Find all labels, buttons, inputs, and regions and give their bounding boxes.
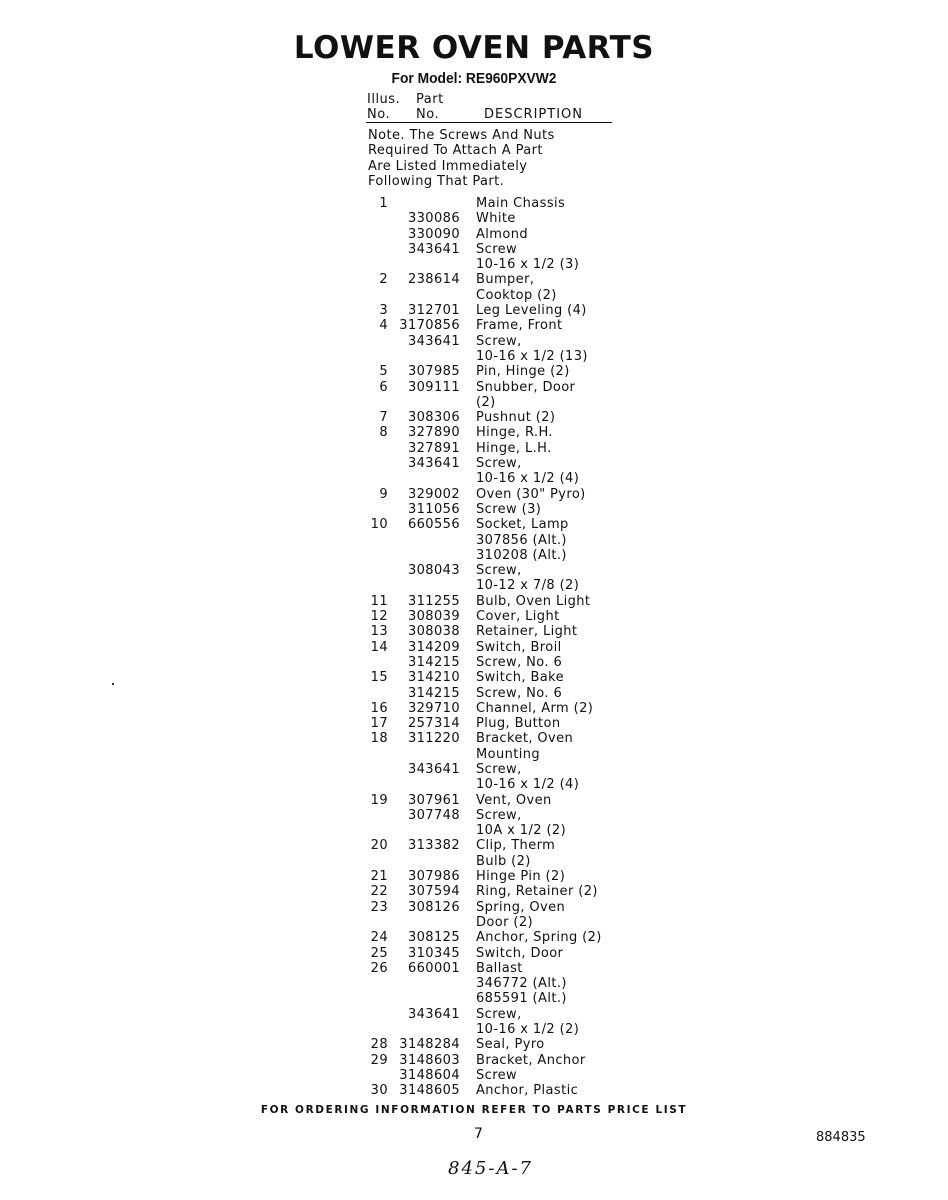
parts-list [0,196,948,1099]
parts-row [0,502,948,517]
part-description: (2) [476,394,496,410]
parts-row [0,731,948,746]
part-description: 10-16 x 1/2 (3) [476,257,580,273]
parts-row [0,670,948,685]
part-description: Mounting [476,746,541,762]
illus-number: 24 [370,930,388,946]
parts-row [0,517,948,532]
parts-row [0,930,948,945]
part-description: Snubber, Door [476,379,576,395]
note-line: Note. The Screws And Nuts [368,128,555,143]
parts-row [0,1083,948,1098]
parts-row [0,548,948,563]
illus-number: 5 [379,364,388,380]
part-description: Ring, Retainer (2) [476,884,598,900]
part-number: 307985 [407,364,460,380]
parts-row [0,349,948,364]
parts-row [0,655,948,670]
illus-number: 13 [370,624,388,640]
part-description: Switch, Door [476,945,564,961]
part-number: 327890 [407,425,460,441]
part-number: 311220 [407,731,460,747]
part-description: Screw (3) [476,501,542,517]
part-number: 314215 [407,685,460,701]
illus-number: 6 [379,379,388,395]
part-number: 3148284 [399,1037,460,1053]
part-number: 329710 [407,700,460,716]
part-description: Leg Leveling (4) [476,303,587,319]
part-number: 330086 [407,211,460,227]
parts-row [0,946,948,961]
part-number: 314215 [407,654,460,670]
part-number: 343641 [407,241,460,257]
part-description: Screw, No. 6 [476,654,563,670]
part-number: 660001 [407,960,460,976]
part-number: 308306 [407,410,460,426]
parts-row [0,441,948,456]
part-description: Bracket, Anchor [476,1052,586,1068]
parts-row [0,1022,948,1037]
parts-row [0,227,948,242]
part-number: 257314 [407,716,460,732]
illus-number: 20 [370,838,388,854]
part-number: 307594 [407,884,460,900]
part-description: Screw, [476,761,522,777]
parts-row [0,1068,948,1083]
speck-mark [112,683,114,685]
part-description: Main Chassis [476,196,566,211]
part-description: 10A x 1/2 (2) [476,823,567,839]
part-description: Oven (30" Pyro) [476,486,586,502]
header-part-top: Part [416,92,444,107]
part-description: Bumper, [476,272,535,288]
illus-number: 1 [379,196,388,211]
part-description: Screw, [476,563,522,579]
parts-row [0,395,948,410]
parts-row [0,609,948,624]
parts-row [0,838,948,853]
part-description: White [476,211,516,227]
part-description: Socket, Lamp [476,517,569,533]
part-description: Bulb, Oven Light [476,593,591,609]
header-illus-bottom: No. [367,107,391,122]
parts-row [0,884,948,899]
part-description: 10-12 x 7/8 (2) [476,578,580,594]
part-number: 343641 [407,456,460,472]
illus-number: 2 [379,272,388,288]
part-description: Hinge, R.H. [476,425,553,441]
parts-row [0,533,948,548]
part-number: 343641 [407,333,460,349]
parts-row [0,976,948,991]
part-number: 308125 [407,930,460,946]
part-number: 308038 [407,624,460,640]
part-description: Almond [476,226,529,242]
parts-row [0,915,948,930]
part-description: 310208 (Alt.) [476,547,567,563]
parts-row [0,257,948,272]
parts-row [0,808,948,823]
part-number: 307748 [407,807,460,823]
note-line: Following That Part. [368,173,505,189]
illus-number: 30 [370,1083,388,1099]
part-number: 308126 [407,899,460,915]
parts-row [0,961,948,976]
part-number: 307961 [407,792,460,808]
part-description: 10-16 x 1/2 (4) [476,471,580,487]
part-description: Screw, [476,807,522,823]
part-description: 346772 (Alt.) [476,976,567,992]
illus-number: 29 [370,1052,388,1068]
parts-row [0,211,948,226]
part-description: 307856 (Alt.) [476,532,567,548]
part-description: Plug, Button [476,716,561,732]
parts-row [0,410,948,425]
illus-number: 7 [379,410,388,426]
part-number: 3148603 [399,1052,460,1068]
part-description: 10-16 x 1/2 (4) [476,777,580,793]
header-part-bottom: No. [416,107,440,122]
parts-row [0,1007,948,1022]
part-number: 330090 [407,226,460,242]
illus-number: 25 [370,945,388,961]
part-description: Clip, Therm [476,838,556,854]
parts-row [0,762,948,777]
parts-row [0,854,948,869]
illus-number: 26 [370,960,388,976]
part-description: 10-16 x 1/2 (13) [476,348,588,364]
part-description: Screw [476,241,518,257]
part-number: 310345 [407,945,460,961]
part-number: 308039 [407,609,460,625]
illus-number: 21 [370,869,388,885]
parts-row [0,624,948,639]
handwritten-reference: 845-A-7 [448,1158,533,1179]
part-number: 3148605 [399,1083,460,1099]
part-description: Switch, Bake [476,670,564,686]
part-number: 311056 [407,501,460,517]
parts-row [0,701,948,716]
part-description: Hinge, L.H. [476,440,552,456]
part-description: Anchor, Spring (2) [476,930,602,946]
parts-row [0,288,948,303]
part-description: Door (2) [476,914,534,930]
header-part-no [416,92,444,122]
illus-number: 9 [379,486,388,502]
part-description: Ballast [476,960,523,976]
parts-row [0,1037,948,1052]
illus-number: 4 [379,318,388,334]
header-rule [366,122,612,123]
illus-number: 8 [379,425,388,441]
part-description: Screw, [476,456,522,472]
part-number: 312701 [407,303,460,319]
illus-number: 14 [370,639,388,655]
part-number: 314209 [407,639,460,655]
part-description: 685591 (Alt.) [476,991,567,1007]
part-number: 329002 [407,486,460,502]
parts-row [0,334,948,349]
part-number: 314210 [407,670,460,686]
part-description: Cooktop (2) [476,287,557,303]
ordering-footer: FOR ORDERING INFORMATION REFER TO PARTS PRICE LIST [260,1104,688,1116]
parts-row [0,471,948,486]
parts-row [0,487,948,502]
parts-row [0,272,948,287]
part-description: Bulb (2) [476,853,531,869]
part-number: 343641 [407,1006,460,1022]
parts-row [0,686,948,701]
illus-number: 22 [370,884,388,900]
header-description: DESCRIPTION [484,107,583,122]
part-number: 307986 [407,869,460,885]
part-number: 238614 [407,272,460,288]
part-description: Anchor, Plastic [476,1083,579,1099]
parts-row [0,716,948,731]
parts-row [0,991,948,1006]
part-number: 3170856 [399,318,460,334]
note-block [368,128,608,189]
part-description: Screw, [476,1006,522,1022]
parts-row [0,640,948,655]
illus-number: 16 [370,700,388,716]
illus-number: 28 [370,1037,388,1053]
parts-row [0,318,948,333]
note-line: Required To Attach A Part [368,143,543,159]
part-number: 308043 [407,563,460,579]
illus-number: 23 [370,899,388,915]
parts-row [0,196,948,211]
part-description: Cover, Light [476,609,560,625]
part-number: 343641 [407,761,460,777]
page-number: 7 [474,1126,483,1142]
parts-row [0,578,948,593]
parts-row [0,747,948,762]
parts-row [0,242,948,257]
illus-number: 17 [370,716,388,732]
part-number: 311255 [407,593,460,609]
model-line: For Model: RE960PXVW2 [391,70,557,87]
illus-number: 3 [379,303,388,319]
parts-row [0,303,948,318]
document-number: 884835 [816,1130,866,1145]
part-number: 313382 [407,838,460,854]
parts-row [0,1053,948,1068]
part-number: 660556 [407,517,460,533]
parts-row [0,900,948,915]
part-description: 10-16 x 1/2 (2) [476,1022,580,1038]
parts-row [0,823,948,838]
header-illus-no [367,92,400,122]
part-description: Pin, Hinge (2) [476,364,570,380]
part-description: Bracket, Oven [476,731,574,747]
parts-row [0,456,948,471]
note-line: Are Listed Immediately [368,158,528,174]
parts-row [0,777,948,792]
illus-number: 19 [370,792,388,808]
part-description: Spring, Oven [476,899,566,915]
part-number: 3148604 [399,1067,460,1083]
part-description: Screw, [476,333,522,349]
part-description: Seal, Pyro [476,1037,545,1053]
illus-number: 10 [370,517,388,533]
part-description: Hinge Pin (2) [476,869,566,885]
parts-row [0,793,948,808]
parts-row [0,869,948,884]
part-description: Switch, Broil [476,639,562,655]
part-description: Retainer, Light [476,624,578,640]
illus-number: 12 [370,609,388,625]
part-description: Frame, Front [476,318,563,334]
part-description: Screw, No. 6 [476,685,563,701]
part-description: Pushnut (2) [476,410,556,426]
parts-row [0,380,948,395]
part-description: Channel, Arm (2) [476,700,594,716]
page-title: LOWER OVEN PARTS [293,30,655,66]
illus-number: 18 [370,731,388,747]
parts-row [0,594,948,609]
part-description: Screw [476,1067,518,1083]
parts-row [0,364,948,379]
part-description: Vent, Oven [476,792,552,808]
illus-number: 15 [370,670,388,686]
header-illus-top: Illus. [367,92,401,107]
illus-number: 11 [370,593,388,609]
parts-row [0,425,948,440]
part-number: 327891 [407,440,460,456]
part-number: 309111 [407,379,460,395]
parts-row [0,563,948,578]
